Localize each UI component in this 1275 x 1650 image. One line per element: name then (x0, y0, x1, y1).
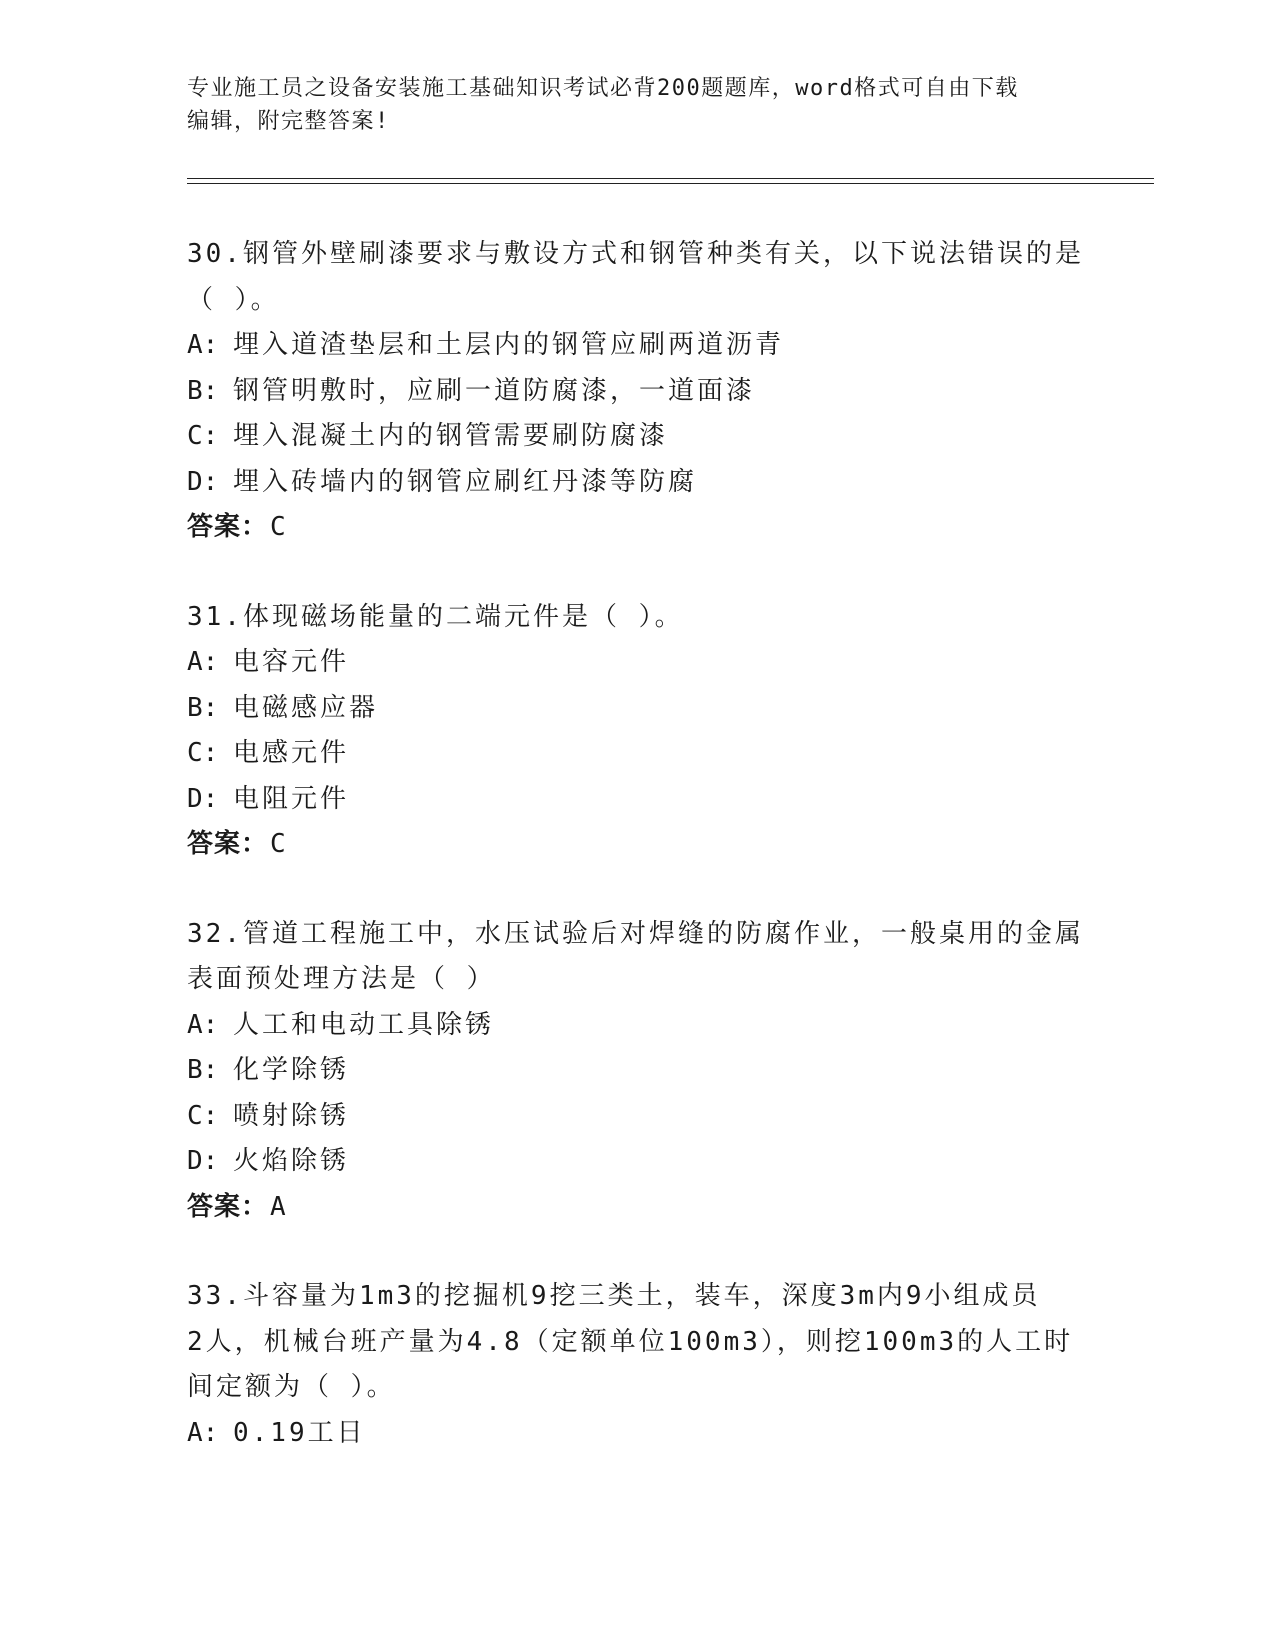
option-letter: D: (187, 1146, 219, 1176)
option-item (187, 1094, 1087, 1140)
option-item (187, 323, 1087, 369)
option-letter: B: (187, 692, 219, 723)
option-item (187, 414, 1087, 460)
answer-label: 答案： (187, 1191, 269, 1222)
option-letter: D: (187, 783, 219, 814)
question-block (187, 1274, 1087, 1456)
header-line-1: 专业施工员之设备安装施工基础知识考试必背200题题库，word格式可自由下载 (187, 76, 1019, 101)
answer-value: C (270, 829, 287, 859)
option-letter: C: (187, 1100, 219, 1131)
option-text: 电容元件 (233, 647, 350, 677)
question-list (187, 232, 1087, 1500)
question-stem-line: 31.体现磁场能量的二端元件是（ ）。 (187, 601, 684, 632)
option-item (187, 1048, 1087, 1094)
option-item (187, 777, 1087, 823)
option-item (187, 731, 1087, 777)
question-stem-line: 2人，机械台班产量为4.8（定额单位100m3），则挖100m3的人工时 (187, 1326, 1074, 1357)
option-item (187, 369, 1087, 415)
question-stem-line: 间定额为（ ）。 (187, 1372, 396, 1402)
header-rule-top (187, 178, 1154, 179)
option-text: 电磁感应器 (233, 692, 379, 723)
answer-line (187, 822, 1087, 868)
option-text: 人工和电动工具除锈 (233, 1009, 495, 1040)
question-stem-line: （ ）。 (187, 284, 280, 315)
option-letter: A: (187, 1417, 219, 1448)
answer-line (187, 505, 1087, 551)
option-text: 电感元件 (233, 738, 350, 768)
option-item (187, 686, 1087, 732)
option-text: 火焰除锈 (233, 1146, 350, 1176)
option-letter: A: (187, 330, 219, 360)
option-letter: C: (187, 738, 219, 768)
question-block (187, 595, 1087, 868)
option-letter: D: (187, 466, 219, 497)
option-item (187, 1411, 1087, 1457)
option-text: 化学除锈 (233, 1055, 350, 1085)
document-header (187, 72, 1067, 138)
option-item (187, 460, 1087, 506)
option-text: 埋入砖墙内的钢管应刷红丹漆等防腐 (233, 466, 698, 497)
option-text: 0.19工日 (233, 1417, 366, 1448)
header-rule-bottom (187, 183, 1154, 184)
option-letter: B: (187, 375, 219, 406)
option-item (187, 1139, 1087, 1185)
option-letter: B: (187, 1055, 219, 1085)
question-stem-line: 32.管道工程施工中，水压试验后对焊缝的防腐作业，一般桌用的金属 (187, 918, 1084, 949)
option-letter: A: (187, 647, 219, 677)
option-text: 电阻元件 (233, 783, 350, 814)
option-text: 钢管明敷时，应刷一道防腐漆，一道面漆 (233, 375, 756, 406)
answer-value: A (270, 1191, 287, 1222)
question-stem-line: 33.斗容量为1m3的挖掘机9挖三类土，装车，深度3m内9小组成员 (187, 1281, 1041, 1311)
answer-value: C (270, 512, 287, 542)
answer-line (187, 1185, 1087, 1231)
question-stem-line: 表面预处理方法是（ ） (187, 964, 496, 994)
option-text: 埋入混凝土内的钢管需要刷防腐漆 (233, 421, 669, 451)
question-stem-line: 30.钢管外壁刷漆要求与敷设方式和钢管种类有关，以下说法错误的是 (187, 239, 1084, 269)
option-text: 喷射除锈 (233, 1100, 350, 1131)
answer-label: 答案： (187, 829, 269, 859)
option-item (187, 1003, 1087, 1049)
question-block (187, 912, 1087, 1231)
header-line-2: 编辑，附完整答案! (187, 109, 390, 134)
answer-label: 答案： (187, 512, 269, 542)
option-letter: A: (187, 1009, 219, 1040)
question-block (187, 232, 1087, 551)
option-item (187, 640, 1087, 686)
option-text: 埋入道渣垫层和土层内的钢管应刷两道沥青 (233, 330, 785, 360)
option-letter: C: (187, 421, 219, 451)
